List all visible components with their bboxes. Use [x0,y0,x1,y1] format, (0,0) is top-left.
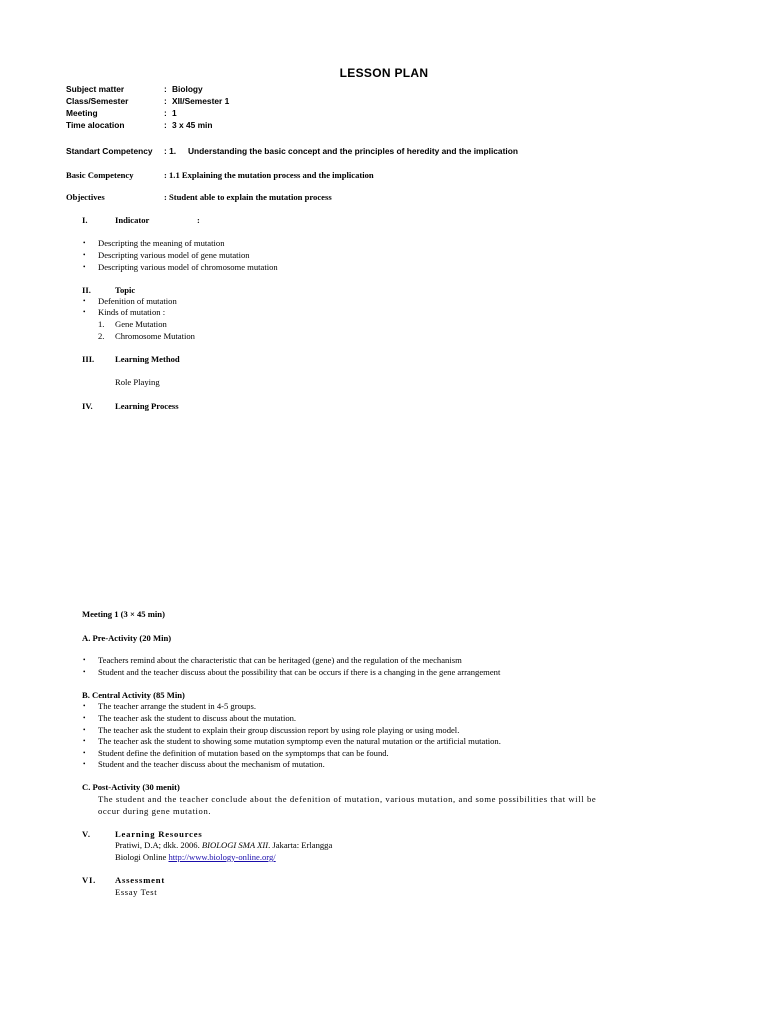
bullet-icon: • [83,737,86,745]
list-item: Student and the teacher discuss about the mechanism of mutation. [98,759,325,769]
class-label: Class/Semester [66,96,129,106]
colon: : [164,84,167,94]
list-number: 2. [98,331,105,341]
bullet-icon: • [83,263,86,271]
basic-text: : 1.1 Explaining the mutation process and the implication [164,170,374,180]
objectives-label: Objectives [66,192,105,202]
reference-2 [115,852,276,862]
meeting-heading: Meeting 1 (3 × 45 min) [82,609,165,619]
section-number: III. [82,354,95,364]
reference-1 [115,840,332,850]
bullet-icon: • [83,239,86,247]
post-activity-text-cont: occur during gene mutation. [98,806,212,816]
meeting-label: Meeting [66,108,98,118]
list-item: The teacher arrange the student in 4-5 groups. [98,701,256,711]
list-item: Chromosome Mutation [115,331,195,341]
list-item: Descripting the meaning of mutation [98,238,225,248]
list-item: The teacher ask the student to discuss about the mutation. [98,713,297,723]
section-number: II. [82,285,91,295]
colon: : [164,108,167,118]
indicator-colon: : [197,215,200,225]
reference-2-label: Biologi Online [115,852,169,862]
subject-value: Biology [172,84,203,94]
colon: : [164,120,167,130]
list-item: Student define the definition of mutation based on the symptomps that can be found. [98,748,389,758]
list-item: Gene Mutation [115,319,167,329]
bullet-icon: • [83,668,86,676]
post-activity-text: The student and the teacher conclude about the defenition of mutation, various mutation, and some possibilities that will be [98,794,597,804]
list-item: The teacher ask the student to showing some mutation symptomp even the natural mutation or the artificial mutation. [98,736,501,746]
section-number: IV. [82,401,93,411]
meeting-value: 1 [172,108,177,118]
central-activity-heading: B. Central Activity (85 Min) [82,690,185,700]
pre-activity-heading: A. Pre-Activity (20 Min) [82,633,172,643]
class-value: XII/Semester 1 [172,96,230,106]
list-item: Defenition of mutation [98,296,177,306]
reference-1-publisher: . Jakarta: Erlangga [268,840,333,850]
bullet-icon: • [83,308,86,316]
process-heading: Learning Process [115,401,179,411]
list-item: Student and the teacher discuss about the possibility that can be occurs if there is a changing in the gene arrangement [98,667,501,677]
time-label: Time alocation [66,120,125,130]
page-title: LESSON PLAN [339,66,429,80]
indicator-heading: Indicator [115,215,150,225]
standard-number: : 1. [164,146,177,156]
bullet-icon: • [83,297,86,305]
reference-1-authors: Pratiwi, D.A; dkk. 2006. [115,840,202,850]
section-number: VI. [82,875,97,885]
colon: : [164,96,167,106]
standard-text: Understanding the basic concept and the principles of heredity and the implication [188,146,518,156]
method-heading: Learning Method [115,354,180,364]
list-item: The teacher ask the student to explain their group discussion report by using role playing or using model. [98,725,460,735]
list-number: 1. [98,319,105,329]
bullet-icon: • [83,702,86,710]
list-item: Teachers remind about the characteristic that can be heritaged (gene) and the regulation of the mechanism [98,655,462,665]
bullet-icon: • [83,760,86,768]
objectives-text: : Student able to explain the mutation process [164,192,332,202]
bullet-icon: • [83,656,86,664]
post-activity-heading: C. Post-Activity (30 menit) [82,782,180,792]
reference-1-title: BIOLOGI SMA XII [201,840,269,850]
list-item: Descripting various model of chromosome mutation [98,262,278,272]
section-number: V. [82,829,91,839]
method-text: Role Playing [115,377,160,387]
basic-label: Basic Competency [66,170,134,180]
topic-heading: Topic [115,285,136,295]
time-value: 3 x 45 min [172,120,213,130]
bullet-icon: • [83,714,86,722]
biology-online-link[interactable]: http://www.biology-online.org/ [168,852,276,862]
bullet-icon: • [83,251,86,259]
resources-heading: Learning Resources [115,829,203,839]
list-item: Descripting various model of gene mutation [98,250,250,260]
bullet-icon: • [83,749,86,757]
bullet-icon: • [83,726,86,734]
subject-label: Subject matter [66,84,125,94]
list-item: Kinds of mutation : [98,307,166,317]
standard-label: Standart Competency [66,146,153,156]
section-number: I. [82,215,88,225]
assessment-heading: Assessment [115,875,166,885]
assessment-text: Essay Test [115,887,158,897]
